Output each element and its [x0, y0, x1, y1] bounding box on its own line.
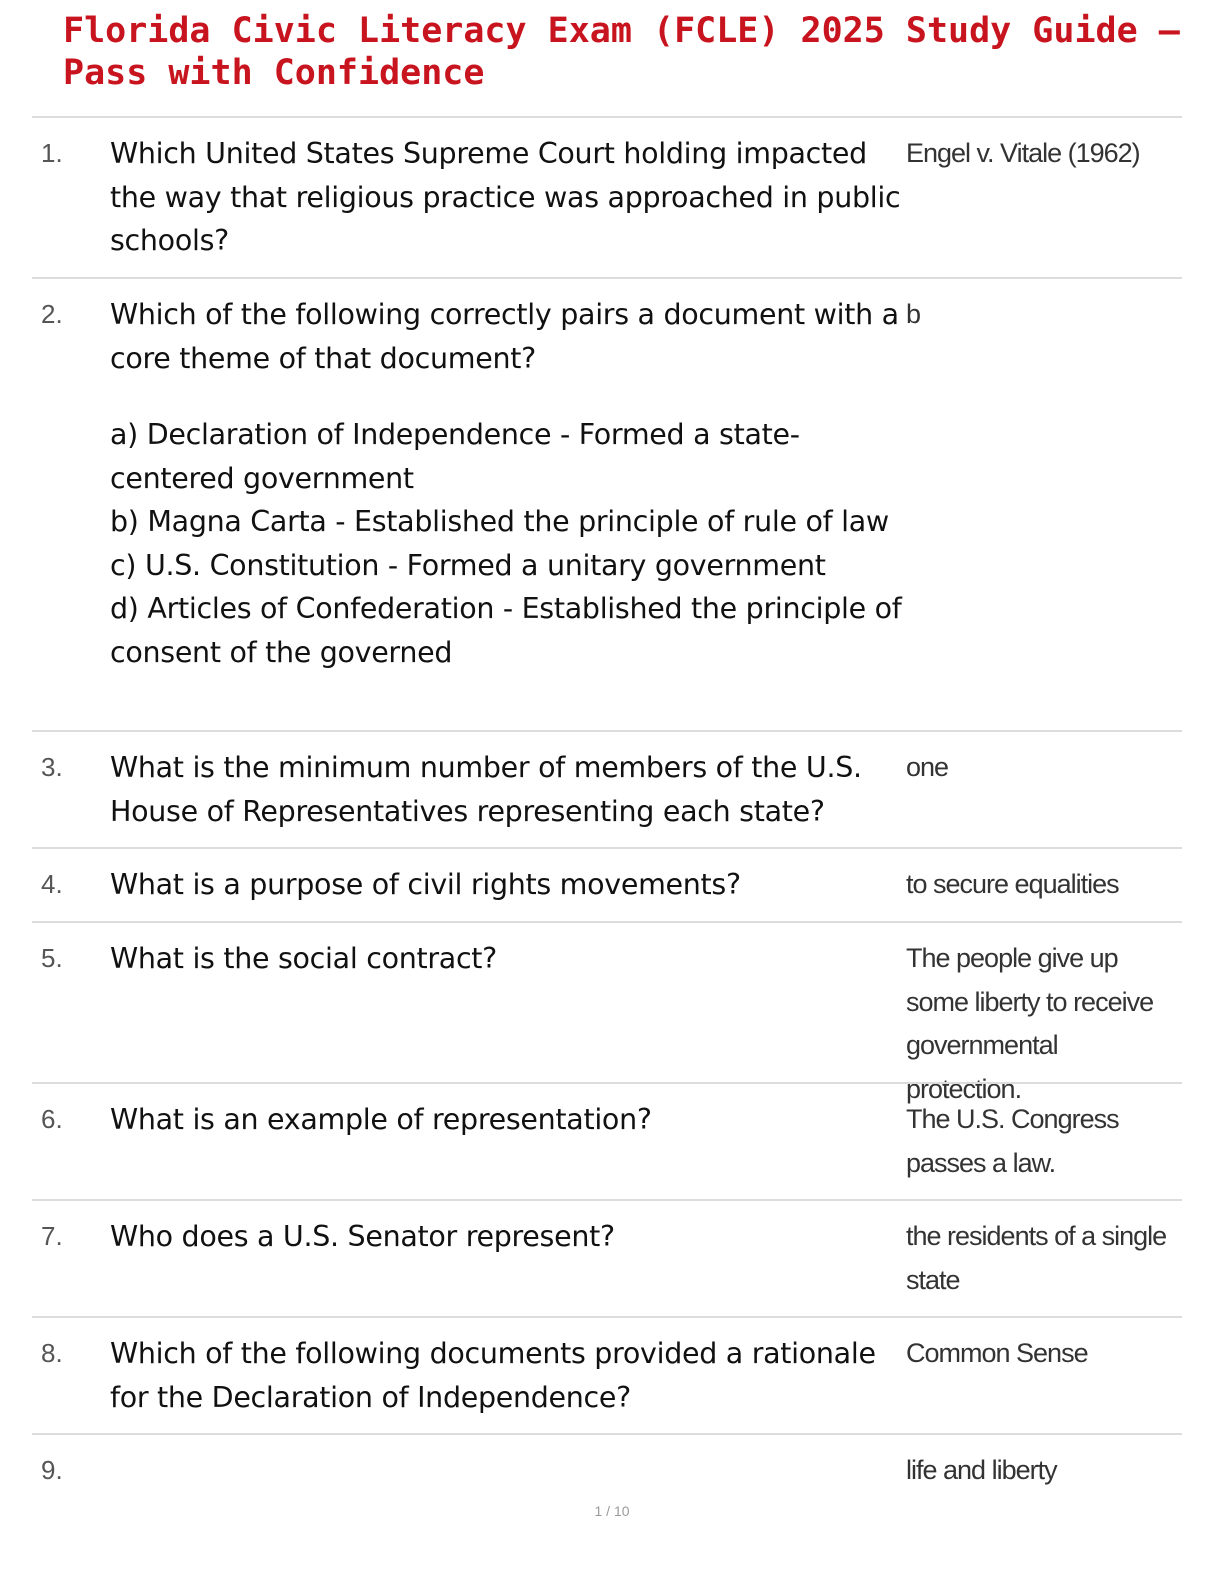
question-row [32, 921, 1182, 1104]
question-block [110, 279, 906, 730]
page-indicator: 1 / 10 [594, 1503, 630, 1519]
question-number: 3. [41, 752, 63, 782]
answer-text: Engel v. Vitale (1962) [906, 138, 1140, 168]
question-number: 7. [41, 1221, 63, 1251]
question-number: 2. [41, 299, 63, 329]
question-row [32, 1316, 1182, 1433]
question-row [32, 730, 1182, 847]
question-number: 5. [41, 943, 63, 973]
question-number: 4. [41, 869, 63, 899]
question-text: Which of the following correctly pairs a document with a core theme of that document? [110, 298, 899, 375]
answer-text: The people give up some liberty to receive governmental protection. [906, 943, 1154, 1104]
question-row [32, 847, 1182, 921]
question-row [32, 277, 1182, 730]
document-title: Florida Civic Literacy Exam (FCLE) 2025 Study Guide – Pass with Confidence [63, 11, 1180, 93]
question-number: 6. [41, 1104, 63, 1134]
answer-text: b [906, 299, 921, 329]
question-number: 9. [41, 1455, 63, 1485]
question-row [32, 116, 1182, 277]
option-d: d) Articles of Confederation - Established the principle of consent of the governed [110, 592, 902, 669]
answer-text: The U.S. Congress passes a law. [906, 1104, 1119, 1178]
answer-text: Common Sense [906, 1338, 1088, 1368]
answer-text: to secure equalities [906, 869, 1119, 899]
option-a: a) Declaration of Independence - Formed a state-centered government [110, 418, 800, 495]
option-c: c) U.S. Constitution - Formed a unitary government [110, 548, 826, 582]
question-number: 1. [41, 138, 63, 168]
question-number: 8. [41, 1338, 63, 1368]
question-text: What is a purpose of civil rights movements? [110, 868, 741, 901]
question-text: Which of the following documents provided a rationale for the Declaration of Independence? [110, 1337, 876, 1414]
question-text: Which United States Supreme Court holding impacted the way that religious practice was approached in public schools? [110, 137, 901, 257]
question-row [32, 1082, 1182, 1199]
answer-options [110, 413, 906, 674]
question-row [32, 1199, 1182, 1316]
question-list [32, 116, 1182, 1513]
question-row [32, 1433, 1182, 1513]
question-text: What is the social contract? [110, 942, 498, 975]
question-text [110, 1435, 906, 1513]
question-text: Who does a U.S. Senator represent? [110, 1220, 615, 1253]
answer-text: life and liberty [906, 1455, 1057, 1485]
answer-text: one [906, 752, 949, 782]
answer-text: the residents of a single state [906, 1221, 1167, 1295]
question-text: What is an example of representation? [110, 1103, 652, 1136]
option-b: b) Magna Carta - Established the principle of rule of law [110, 505, 889, 538]
question-text: What is the minimum number of members of the U.S. House of Representatives representing each state? [110, 751, 862, 828]
